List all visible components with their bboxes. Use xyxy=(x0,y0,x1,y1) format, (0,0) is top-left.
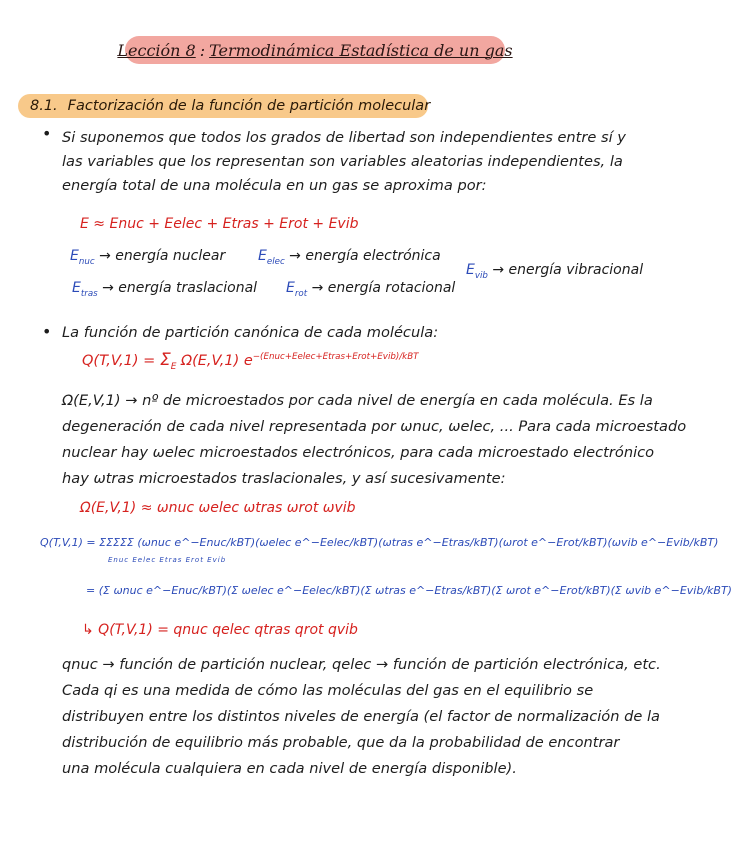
partition-function-eq: $Q(T,V,1) = \Sigma_E$ Ω(E,V,1) $e^{-(Enuc+Eelec+Etras+Erot+Evib)/kBT}$ xyxy=(82,350,419,372)
para1 xyxy=(62,126,626,198)
q-factored: = (Σ ωnuc e^−Enuc/kBT)(Σ ωelec e^−Eelec/kBT)(Σ ωtras e^−Etras/kBT)(Σ ωrot e^−Erot/kBT)(Σ ωvib e^−Evib/kBT) xyxy=(86,584,732,597)
section-number: 8.1. xyxy=(30,98,58,114)
energy-equation: E ≈ Enuc + Eelec + Etras + Erot + Evib xyxy=(80,216,359,232)
para1-line: Si suponemos que todos los grados de libertad son independientes entre sí y xyxy=(62,129,626,146)
bullet-1: • xyxy=(42,124,52,143)
bullet-2: • xyxy=(42,322,52,341)
section-title: Factorización de la función de partición molecular xyxy=(67,98,431,114)
lesson-topic: Termodinámica Estadística de un gas xyxy=(209,40,513,60)
para4 xyxy=(62,652,661,782)
page-title xyxy=(117,36,513,64)
energy-term-vib: $E_{vib}$ → energía vibracional xyxy=(466,262,644,281)
para1-line: las variables que los representan son variables aleatorias independientes, la xyxy=(62,153,623,170)
energy-term-nuc: $E_{nuc}$ → energía nuclear xyxy=(70,248,226,267)
q-full-expansion: Q(T,V,1) = ΣΣΣΣΣ (ωnuc e^−Enuc/kBT)(ωelec e^−Eelec/kBT)(ωtras e^−Etras/kBT)(ωrot e^−Erot/kBT)(ωvib e^−Evib/kBT) xyxy=(40,536,719,549)
para1-line: energía total de una molécula en un gas se aproxima por: xyxy=(62,177,487,194)
title-separator: : xyxy=(199,40,206,60)
lesson-label: Lección 8 xyxy=(117,40,196,60)
para4-line: Cada qi es una medida de cómo las moléculas del gas en el equilibrio se xyxy=(62,682,594,699)
section-heading xyxy=(18,94,431,118)
para3-line: Ω(E,V,1) → nº de microestados por cada nivel de energía en cada molécula. Es la xyxy=(62,392,653,409)
para4-line: una molécula cualquiera en cada nivel de energía disponible). xyxy=(62,760,517,777)
energy-term-elec: $E_{elec}$ → energía electrónica xyxy=(258,248,441,267)
para4-line: distribución de equilibrio más probable, que da la probabilidad de encontrar xyxy=(62,734,620,751)
para3-line: nuclear hay ωelec microestados electrónicos, para cada microestado electrónico xyxy=(62,444,655,461)
para3-line: hay ωtras microestados traslacionales, y así sucesivamente: xyxy=(62,470,506,487)
energy-term-rot: $E_{rot}$ → energía rotacional xyxy=(286,280,456,299)
para2-intro: La función de partición canónica de cada molécula: xyxy=(62,324,439,341)
energy-term-tras: $E_{tras}$ → energía traslacional xyxy=(72,280,258,299)
para4-line: qnuc → función de partición nuclear, qelec → función de partición electrónica, etc. xyxy=(62,656,661,673)
q-result: ↳ Q(T,V,1) = qnuc qelec qtras qrot qvib xyxy=(82,622,358,638)
q-full-sum-indices: Enuc Eelec Etras Erot Evib xyxy=(108,556,227,564)
para4-line: distribuyen entre los distintos niveles de energía (el factor de normalización de la xyxy=(62,708,660,725)
para3-line: degeneración de cada nivel representada por ωnuc, ωelec, ... Para cada microestado xyxy=(62,418,687,435)
para3 xyxy=(62,388,686,492)
omega-equation: Ω(E,V,1) ≈ ωnuc ωelec ωtras ωrot ωvib xyxy=(80,500,356,516)
